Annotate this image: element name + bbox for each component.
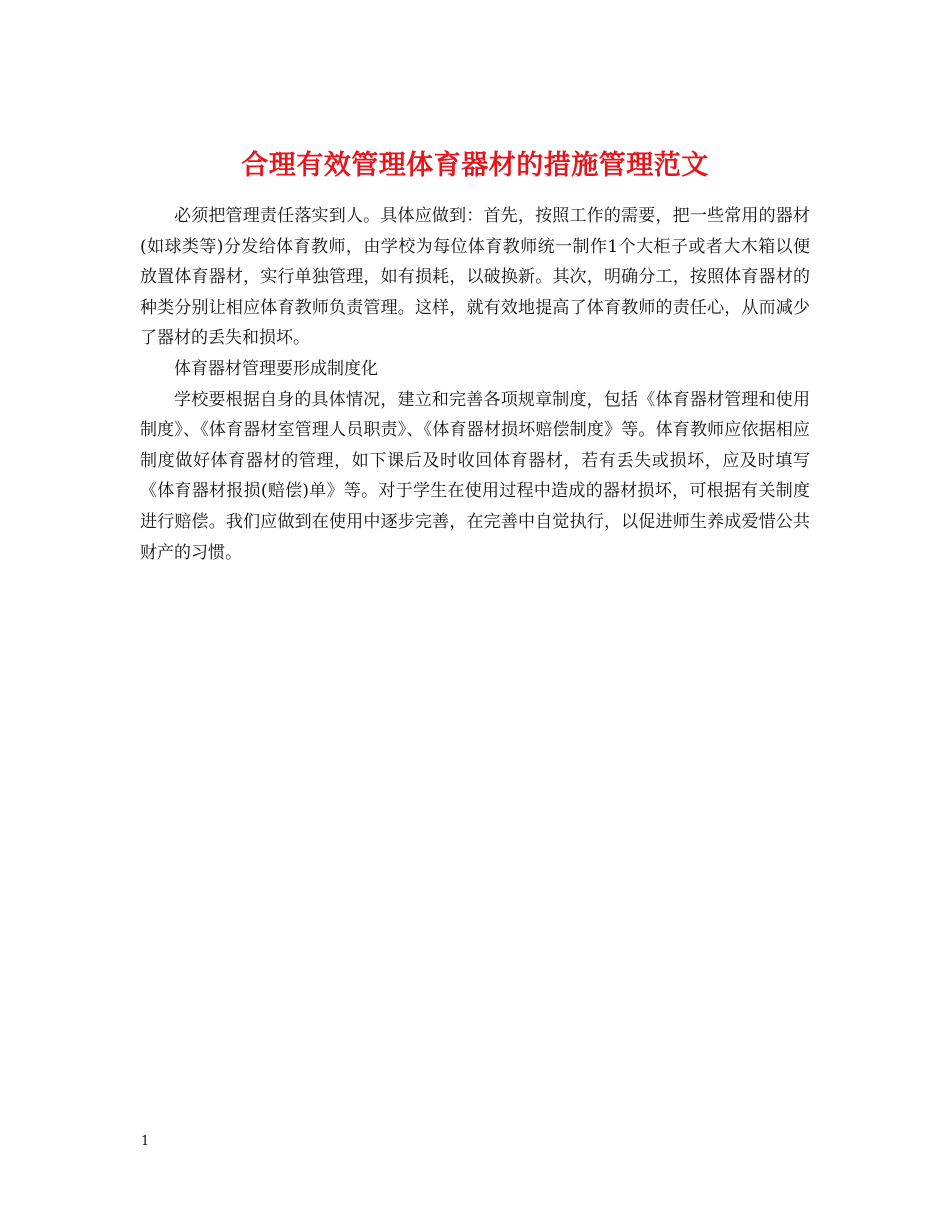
paragraph-regulations: 学校要根据自身的具体情况，建立和完善各项规章制度，包括《体育器材管理和使用制度》、《体育器材室管理人员职责》、《体育器材损坏赔偿制度》等。体育教师应依据相应制度做好体育器材的管理，如下课后及时收回体育器材，若有丢失或损坏，应及时填写《体育器材报损(赔偿)单》等。对于学生在使用过程中造成的器材损坏，可根据有关制度进行赔偿。我们应做到在使用中逐步完善，在完善中自觉执行，以促进师生养成爱惜公共财产的习惯。 xyxy=(140,389,810,563)
document-body xyxy=(140,201,810,568)
page-number: 1 xyxy=(141,1134,150,1149)
paragraph-section-heading: 体育器材管理要形成制度化 xyxy=(174,358,378,379)
document-title: 合理有效管理体育器材的措施管理范文 xyxy=(241,150,709,182)
paragraph-responsibility: 必须把管理责任落实到人。具体应做到：首先，按照工作的需要，把一些常用的器材(如球类等)分发给体育教师，由学校为每位体育教师统一制作1个大柜子或者大木箱以便放置体育器材，实行单独管理，如有损耗，以破换新。其次，明确分工，按照体育器材的种类分别让相应体育教师负责管理。这样，就有效地提高了体育教师的责任心，从而减少了器材的丢失和损坏。 xyxy=(140,206,810,349)
